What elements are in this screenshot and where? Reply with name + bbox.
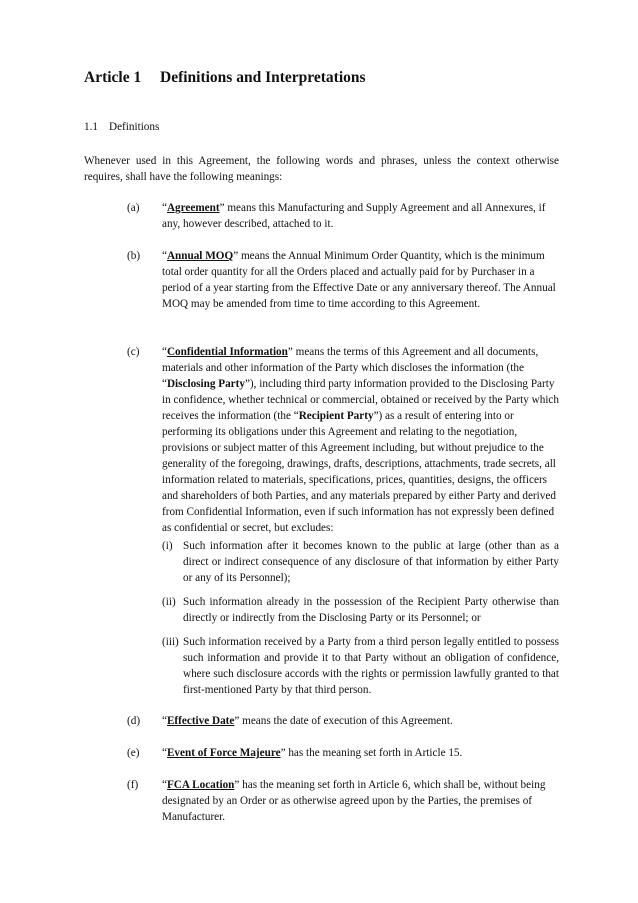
exclusion-marker: (i): [162, 540, 173, 552]
definition-agreement: [127, 200, 560, 232]
definition-force-majeure: [127, 745, 560, 761]
definition-marker: (d): [127, 715, 141, 727]
defined-term: Event of Force Majeure: [166, 747, 281, 759]
lead-paragraph: Whenever used in this Agreement, the following words and phrases, unless the context otherwise requires, shall have the following meanings:: [84, 155, 559, 183]
definition-marker: (c): [127, 346, 140, 358]
definition-text: ” has the meaning set forth in Article 15.: [280, 747, 463, 759]
article-heading: [84, 69, 366, 87]
article-number: Article 1: [84, 69, 142, 86]
definition-body: [162, 713, 560, 729]
definition-text: ”), including third party information provided to the Disclosing Party in confidence, whether technical or commercial, obtained or received by the Party which receives the information (the “: [162, 378, 559, 422]
definition-text: ” has the meaning set forth in Article 6, which shall be, without being designated by an Order or as otherwise agreed upon by the Parties, the premises of Manufacturer.: [162, 779, 546, 823]
exclusion-item: [162, 634, 559, 698]
definition-marker: (b): [127, 250, 141, 262]
exclusion-marker: (ii): [162, 596, 176, 608]
definition-marker: (f): [127, 779, 139, 791]
definition-text: ” means the date of execution of this Agreement.: [234, 715, 453, 727]
definition-marker: (a): [127, 202, 140, 214]
definition-annual-moq: [127, 248, 560, 312]
defined-term: Agreement: [166, 202, 220, 214]
definition-fca-location: [127, 777, 560, 825]
recipient-party-term: Recipient Party: [298, 410, 374, 422]
exclusion-marker: (iii): [162, 636, 179, 648]
open-quote: “: [162, 202, 167, 214]
open-quote: “: [162, 250, 167, 262]
definition-text: ” means the terms of this Agreement and all documents, materials and other information of the Party which discloses the information (the “: [162, 346, 539, 390]
defined-term: Effective Date: [166, 715, 235, 727]
definition-confidential-information: [127, 344, 560, 536]
definition-body: [162, 248, 560, 312]
definition-marker: (e): [127, 747, 140, 759]
defined-term: FCA Location: [166, 779, 235, 791]
exclusion-text: Such information already in the possession of the Recipient Party otherwise than directly or indirectly from the Disclosing Party or its Personnel; or: [183, 596, 559, 624]
defined-term: Annual MOQ: [166, 250, 234, 262]
definition-body: [162, 745, 560, 761]
disclosing-party-term: Disclosing Party: [166, 378, 245, 390]
section-heading: [84, 121, 159, 133]
definition-text: ” means this Manufacturing and Supply Agreement and all Annexures, if any, however described, attached to it.: [162, 202, 546, 230]
open-quote: “: [162, 715, 167, 727]
definition-body: [162, 777, 560, 825]
definition-body: [162, 200, 560, 232]
definition-text: ” means the Annual Minimum Order Quantity, which is the minimum total order quantity for all the Orders placed and actually paid for by Purchaser in a period of a year starting from the Effective Date or any anniversary thereof. The Annual MOQ may be amended from time to time according to this Agreement.: [162, 250, 556, 310]
definition-body: [162, 344, 560, 536]
section-number: 1.1: [84, 121, 98, 133]
section-title: Definitions: [109, 121, 160, 133]
exclusion-text: Such information after it becomes known to the public at large (other than as a direct or indirect consequence of any disclosure of that information by either Party or any of its Personnel);: [183, 540, 559, 584]
open-quote: “: [162, 779, 167, 791]
exclusion-item: [162, 594, 559, 626]
open-quote: “: [162, 747, 167, 759]
definition-effective-date: [127, 713, 560, 729]
exclusion-item: [162, 538, 559, 586]
definition-text: ”) as a result of entering into or performing its obligations under this Agreement and relating to the negotiation, provisions or subject matter of this Agreement including, but without prejudice to the generality of the foregoing, drawings, drafts, descriptions, attachments, trade secrets, all information related to materials, specifications, prices, quantities, designs, the officers and shareholders of both Parties, and any materials prepared by either Party and derived from Confidential Information, even if such information has not expressly been defined as confidential or secret, but excludes:: [162, 410, 556, 534]
exclusion-text: Such information received by a Party from a third person legally entitled to possess such information and provide it to that Party without an obligation of confidence, where such disclosure accords with the rights or permission lawfully granted to that first-mentioned Party by that third person.: [183, 636, 559, 696]
article-title: Definitions and Interpretations: [160, 69, 366, 86]
defined-term: Confidential Information: [166, 346, 288, 358]
open-quote: “: [162, 346, 167, 358]
